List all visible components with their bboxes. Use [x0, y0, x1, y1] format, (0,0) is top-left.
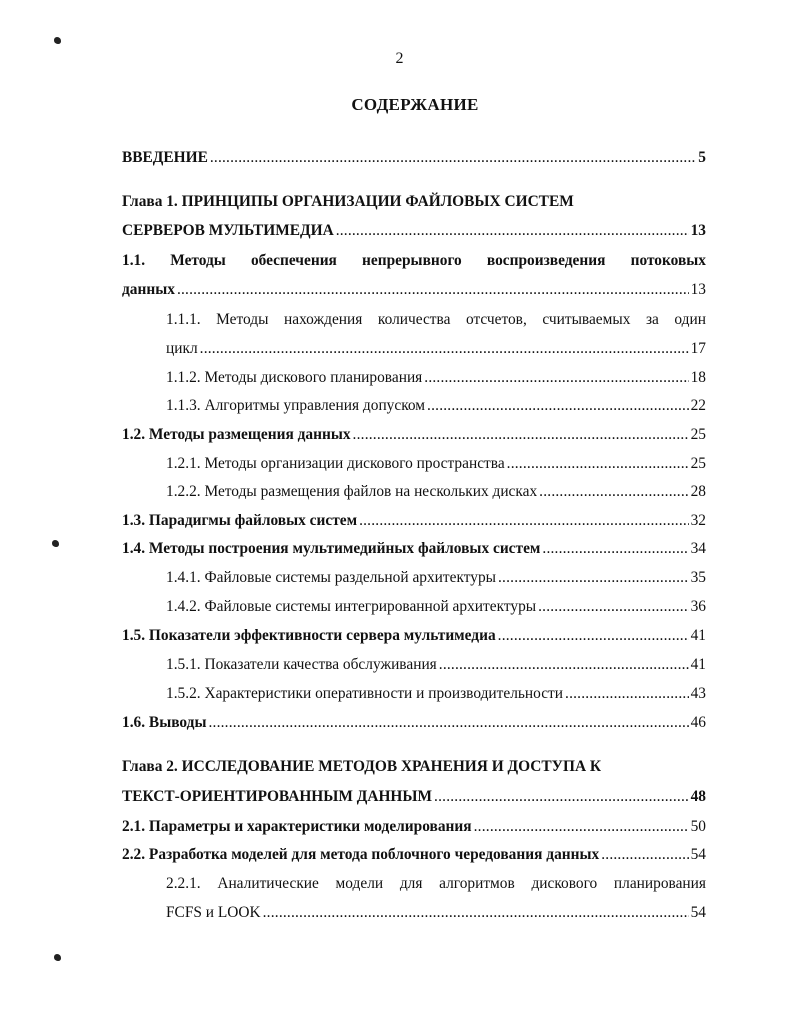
toc-entry-title: ТЕКСТ-ОРИЕНТИРОВАННЫМ ДАННЫМ — [122, 788, 433, 805]
toc-entry-title: 1.2. Методы размещения данных — [122, 426, 351, 443]
toc-entry-title: данных — [122, 281, 175, 298]
dot-leader — [177, 280, 689, 300]
toc-entry-1-1-1[interactable] — [166, 339, 706, 359]
toc-entry-page: 36 — [690, 598, 706, 615]
toc-entry-page: 13 — [690, 281, 706, 298]
toc-entry-2-2[interactable] — [122, 845, 706, 865]
dot-leader — [359, 511, 689, 531]
toc-entry-title: 1.4. Методы построения мультимедийных файловых систем — [122, 540, 541, 557]
toc-entry-page: 43 — [690, 685, 706, 702]
toc-entry-title: 2.1. Параметры и характеристики моделирования — [122, 818, 472, 835]
toc-entry-1-2-2[interactable] — [166, 482, 706, 502]
dot-leader — [542, 539, 688, 559]
toc-entry-1-5-2[interactable] — [166, 684, 706, 704]
toc-entry-1-6[interactable] — [122, 713, 706, 733]
dot-leader — [565, 684, 689, 704]
dot-leader — [601, 845, 688, 865]
toc-entry-title: 1.4.2. Файловые системы интегрированной архитектуры — [166, 598, 537, 615]
toc-entry-title: 1.4.1. Файловые системы раздельной архитектуры — [166, 569, 496, 586]
toc-entry-chapter2[interactable] — [122, 787, 706, 807]
page-number: 2 — [395, 50, 404, 67]
toc-entry-title: ВВЕДЕНИЕ — [122, 149, 208, 166]
toc-entry-1-1-1-line1[interactable]: 1.1.1. Методы нахождения количества отсчетов, считываемых за один — [166, 311, 706, 328]
toc-entry-2-1[interactable] — [122, 817, 706, 837]
toc-entry-intro[interactable] — [122, 148, 706, 168]
toc-entry-page: 48 — [690, 788, 706, 805]
toc-entry-title: 2.2. Разработка моделей для метода поблочного чередования данных — [122, 846, 600, 863]
toc-entry-title: 1.3. Парадигмы файловых систем — [122, 512, 358, 529]
dot-leader — [200, 339, 689, 359]
toc-entry-title: 1.5.2. Характеристики оперативности и производительности — [166, 685, 564, 702]
dot-leader — [263, 903, 689, 923]
toc-entry-page: 17 — [690, 340, 706, 357]
dot-leader — [210, 148, 696, 168]
dot-leader — [427, 396, 689, 416]
toc-entry-chapter2-line1[interactable]: Глава 2. ИССЛЕДОВАНИЕ МЕТОДОВ ХРАНЕНИЯ И ДОСТУПА К — [122, 758, 602, 775]
toc-entry-1-5[interactable] — [122, 626, 706, 646]
toc-entry-1-1[interactable] — [122, 280, 706, 300]
dot-leader — [434, 787, 689, 807]
toc-entry-chapter1-line1[interactable]: Глава 1. ПРИНЦИПЫ ОРГАНИЗАЦИИ ФАЙЛОВЫХ СИСТЕМ — [122, 193, 574, 210]
toc-entry-1-4-1[interactable] — [166, 568, 706, 588]
toc-entry-page: 54 — [690, 904, 706, 921]
toc-entry-chapter1[interactable] — [122, 221, 706, 241]
toc-entry-1-3[interactable] — [122, 511, 706, 531]
toc-entry-1-5-1[interactable] — [166, 655, 706, 675]
dot-leader — [439, 655, 689, 675]
toc-entry-page: 35 — [690, 569, 706, 586]
toc-entry-page: 28 — [690, 483, 706, 500]
dot-leader — [336, 221, 689, 241]
toc-entry-1-1-2[interactable] — [166, 368, 706, 388]
toc-entry-page: 32 — [690, 512, 706, 529]
toc-entry-2-2-1[interactable] — [166, 903, 706, 923]
toc-entry-page: 34 — [690, 540, 706, 557]
dot-leader — [424, 368, 688, 388]
toc-entry-page: 25 — [690, 455, 706, 472]
toc-entry-title: 1.6. Выводы — [122, 714, 207, 731]
dot-leader — [538, 597, 689, 617]
toc-entry-title: СЕРВЕРОВ МУЛЬТИМЕДИА — [122, 222, 334, 239]
toc-entry-title: 1.5.1. Показатели качества обслуживания — [166, 656, 437, 673]
toc-entry-title: 1.2.2. Методы размещения файлов на нескольких дисках — [166, 483, 538, 500]
toc-entry-1-4-2[interactable] — [166, 597, 706, 617]
toc-entry-page: 46 — [690, 714, 706, 731]
toc-entry-1-1-3[interactable] — [166, 396, 706, 416]
toc-entry-page: 50 — [690, 818, 706, 835]
toc-entry-title: 1.5. Показатели эффективности сервера мультимедиа — [122, 627, 496, 644]
scan-speck — [54, 37, 61, 44]
dot-leader — [498, 568, 689, 588]
toc-entry-page: 5 — [698, 149, 706, 166]
dot-leader — [539, 482, 688, 502]
toc-entry-1-1-line1[interactable]: 1.1. Методы обеспечения непрерывного воспроизведения потоковых — [122, 252, 706, 269]
toc-entry-page: 18 — [690, 369, 706, 386]
toc-entry-title: 1.1.2. Методы дискового планирования — [166, 369, 423, 386]
toc-entry-title: 1.2.1. Методы организации дискового пространства — [166, 455, 505, 472]
dot-leader — [507, 454, 689, 474]
toc-entry-title: цикл — [166, 340, 198, 357]
toc-entry-page: 25 — [690, 426, 706, 443]
scan-speck — [52, 540, 59, 547]
toc-entry-page: 22 — [690, 397, 706, 414]
dot-leader — [474, 817, 689, 837]
toc-entry-2-2-1-line1[interactable]: 2.2.1. Аналитические модели для алгоритмов дискового планирования — [166, 875, 706, 892]
toc-entry-title: FCFS и LOOK — [166, 904, 261, 921]
toc-entry-page: 41 — [690, 627, 706, 644]
dot-leader — [208, 713, 688, 733]
page-title: СОДЕРЖАНИЕ — [351, 95, 479, 114]
toc-entry-page: 54 — [690, 846, 706, 863]
toc-entry-1-2-1[interactable] — [166, 454, 706, 474]
scan-speck — [54, 954, 61, 961]
toc-entry-1-2[interactable] — [122, 425, 706, 445]
dot-leader — [498, 626, 689, 646]
dot-leader — [353, 425, 689, 445]
toc-entry-1-4[interactable] — [122, 539, 706, 559]
toc-entry-title: 1.1.3. Алгоритмы управления допуском — [166, 397, 426, 414]
toc-entry-page: 41 — [690, 656, 706, 673]
toc-entry-page: 13 — [690, 222, 706, 239]
